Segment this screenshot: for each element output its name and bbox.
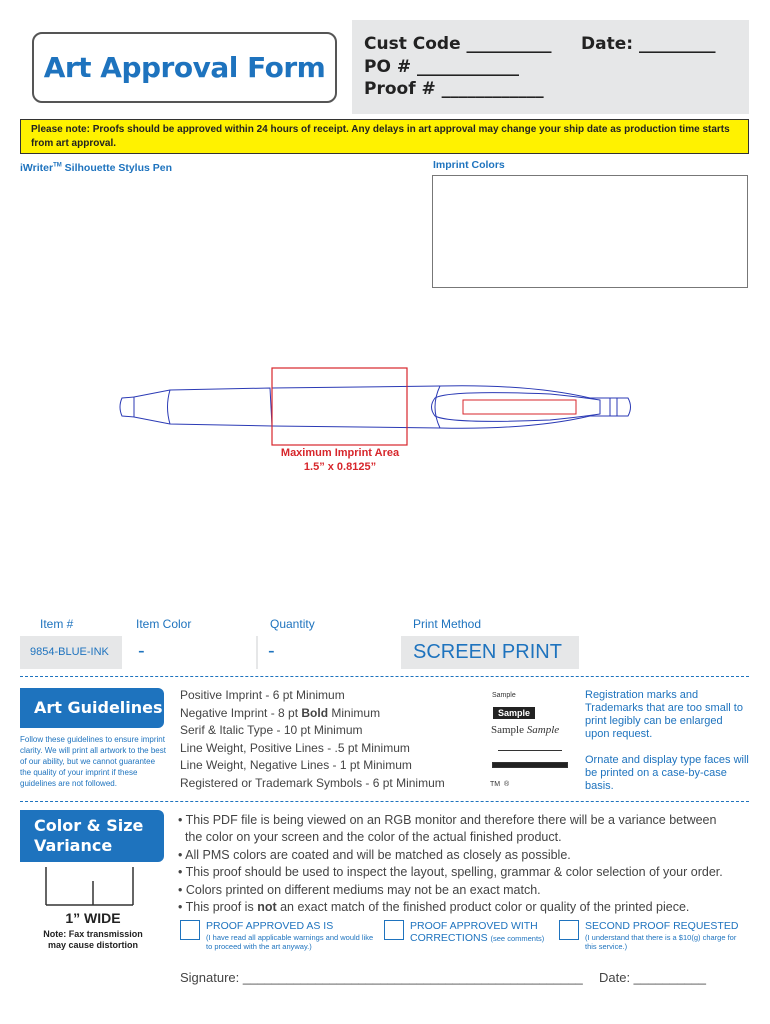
guideline-negative: Negative Imprint - 8 pt Bold Minimum <box>180 706 381 720</box>
ornate-note: Ornate and display type faces will be printed on a case-by-case basis. <box>585 754 749 792</box>
second-proof-note: (I understand that there is a $10(g) charge for this service.) <box>585 933 737 951</box>
po-field[interactable]: PO # ____________ <box>364 57 519 77</box>
quantity-cell[interactable] <box>258 636 401 669</box>
max-imprint-area-title: Maximum Imprint Area <box>280 447 400 459</box>
guideline-negative-lines: Line Weight, Negative Lines - 1 pt Minimum <box>180 758 412 772</box>
art-guidelines-note: Follow these guidelines to ensure imprint clarity. We will print all artwork to the best of our ability, but we cannot guarantee the quality of your imprint if these guidelines are not followed. <box>20 735 166 788</box>
cust-code-field[interactable]: Cust Code __________ <box>364 34 552 54</box>
approve-with-corrections-label-2: CORRECTIONS (see comments) <box>410 932 545 944</box>
sample-thin-line <box>498 750 562 751</box>
max-imprint-area-label <box>250 446 430 474</box>
clip-imprint-area <box>463 400 576 414</box>
signature-date-field[interactable]: Date: __________ <box>599 970 706 985</box>
item-number-header: Item # <box>40 617 74 631</box>
imprint-colors-label: Imprint Colors <box>433 159 505 171</box>
form-title: Art Approval Form <box>43 51 326 84</box>
item-color-header: Item Color <box>136 617 192 631</box>
sample-serif-italic: Sample Sample <box>491 724 560 736</box>
barrel-imprint-area <box>272 368 407 445</box>
guideline-symbols: Registered or Trademark Symbols - 6 pt Minimum <box>180 776 445 790</box>
product-name-main: iWriter <box>20 162 54 174</box>
product-name-rest: Silhouette Stylus Pen <box>61 162 173 174</box>
guideline-serif: Serif & Italic Type - 10 pt Minimum <box>180 723 363 737</box>
approval-notice: Please note: Proofs should be approved within 24 hours of receipt. Any delays in art approval may change your ship date as production time starts from art approval. <box>20 119 749 154</box>
second-proof-checkbox[interactable] <box>559 920 579 940</box>
color-size-title-1: Color & Size <box>34 816 144 835</box>
sample-negative-line <box>492 762 568 768</box>
fax-note <box>20 929 166 951</box>
pen-end-cap <box>610 398 631 416</box>
sample-negative: Sample <box>493 707 535 719</box>
print-method-value: SCREEN PRINT <box>413 641 562 663</box>
signature-field[interactable]: Signature: _______________________________________________ <box>180 970 583 985</box>
variance-bullet-2: • All PMS colors are coated and will be matched as closely as possible. <box>178 848 571 862</box>
fax-note-line-2: may cause distortion <box>47 940 139 950</box>
see-comments-note: (see comments) <box>490 934 545 943</box>
art-guidelines-tab: Art Guidelines <box>20 688 164 728</box>
sample-small: Sample <box>492 692 516 699</box>
approve-with-corrections-label: PROOF APPROVED WITH <box>410 920 538 932</box>
trademark-mark: TM <box>53 162 62 169</box>
quantity-header: Quantity <box>270 617 315 631</box>
form-title-box <box>32 32 337 103</box>
pen-clip <box>432 393 601 422</box>
imprint-colors-box[interactable] <box>432 175 748 288</box>
width-gauge-diagram <box>40 865 140 910</box>
not-word: not <box>257 900 277 914</box>
registration-note: Registration marks and Trademarks that are too small to print legibly can be enlarged upon request. <box>585 689 743 740</box>
divider-2 <box>20 801 749 802</box>
one-inch-wide-label: 1” WIDE <box>65 910 121 926</box>
guideline-positive: Positive Imprint - 6 pt Minimum <box>180 688 345 702</box>
quantity-value: - <box>268 640 275 662</box>
max-imprint-area-size: 1.5” x 0.8125” <box>303 461 377 473</box>
color-size-title-2: Variance <box>34 836 113 855</box>
approve-as-is-note: (I have read all applicable warnings and would like to proceed with the art anyway.) <box>206 933 374 951</box>
fax-note-line-1: Note: Fax transmission <box>43 929 143 939</box>
divider-1 <box>20 676 749 677</box>
date-field[interactable]: Date: _________ <box>581 34 716 54</box>
approve-as-is-checkbox[interactable] <box>180 920 200 940</box>
product-name <box>20 162 172 174</box>
approve-with-corrections-checkbox[interactable] <box>384 920 404 940</box>
print-method-header: Print Method <box>413 617 482 631</box>
variance-bullet-3: • This proof should be used to inspect the layout, spelling, grammar & color selection of your order. <box>178 865 723 879</box>
second-proof-label: SECOND PROOF REQUESTED <box>585 920 739 932</box>
pen-outline-drawing <box>110 360 650 450</box>
item-color-value: - <box>138 640 145 662</box>
color-size-tab <box>20 810 164 862</box>
variance-bullet-4: • Colors printed on different mediums may not be an exact match. <box>178 883 541 897</box>
variance-bullet-1: • This PDF file is being viewed on an RGB monitor and therefore there will be a variance between <box>178 813 717 827</box>
bold-word: Bold <box>301 706 329 720</box>
variance-bullet-1-cont: the color on your screen and the color of the actual finished product. <box>178 830 562 844</box>
guideline-positive-lines: Line Weight, Positive Lines - .5 pt Minimum <box>180 741 410 755</box>
proof-field[interactable]: Proof # ____________ <box>364 79 544 99</box>
approve-as-is-label: PROOF APPROVED AS IS <box>206 920 334 932</box>
pen-barrel-left <box>134 388 272 426</box>
pen-tip-cap <box>120 397 134 417</box>
item-number-value: 9854-BLUE-INK <box>30 646 109 658</box>
sample-symbols: TM ® <box>490 781 510 788</box>
variance-bullet-5: • This proof is not an exact match of the finished product color or quality of the printed piece. <box>178 900 690 914</box>
